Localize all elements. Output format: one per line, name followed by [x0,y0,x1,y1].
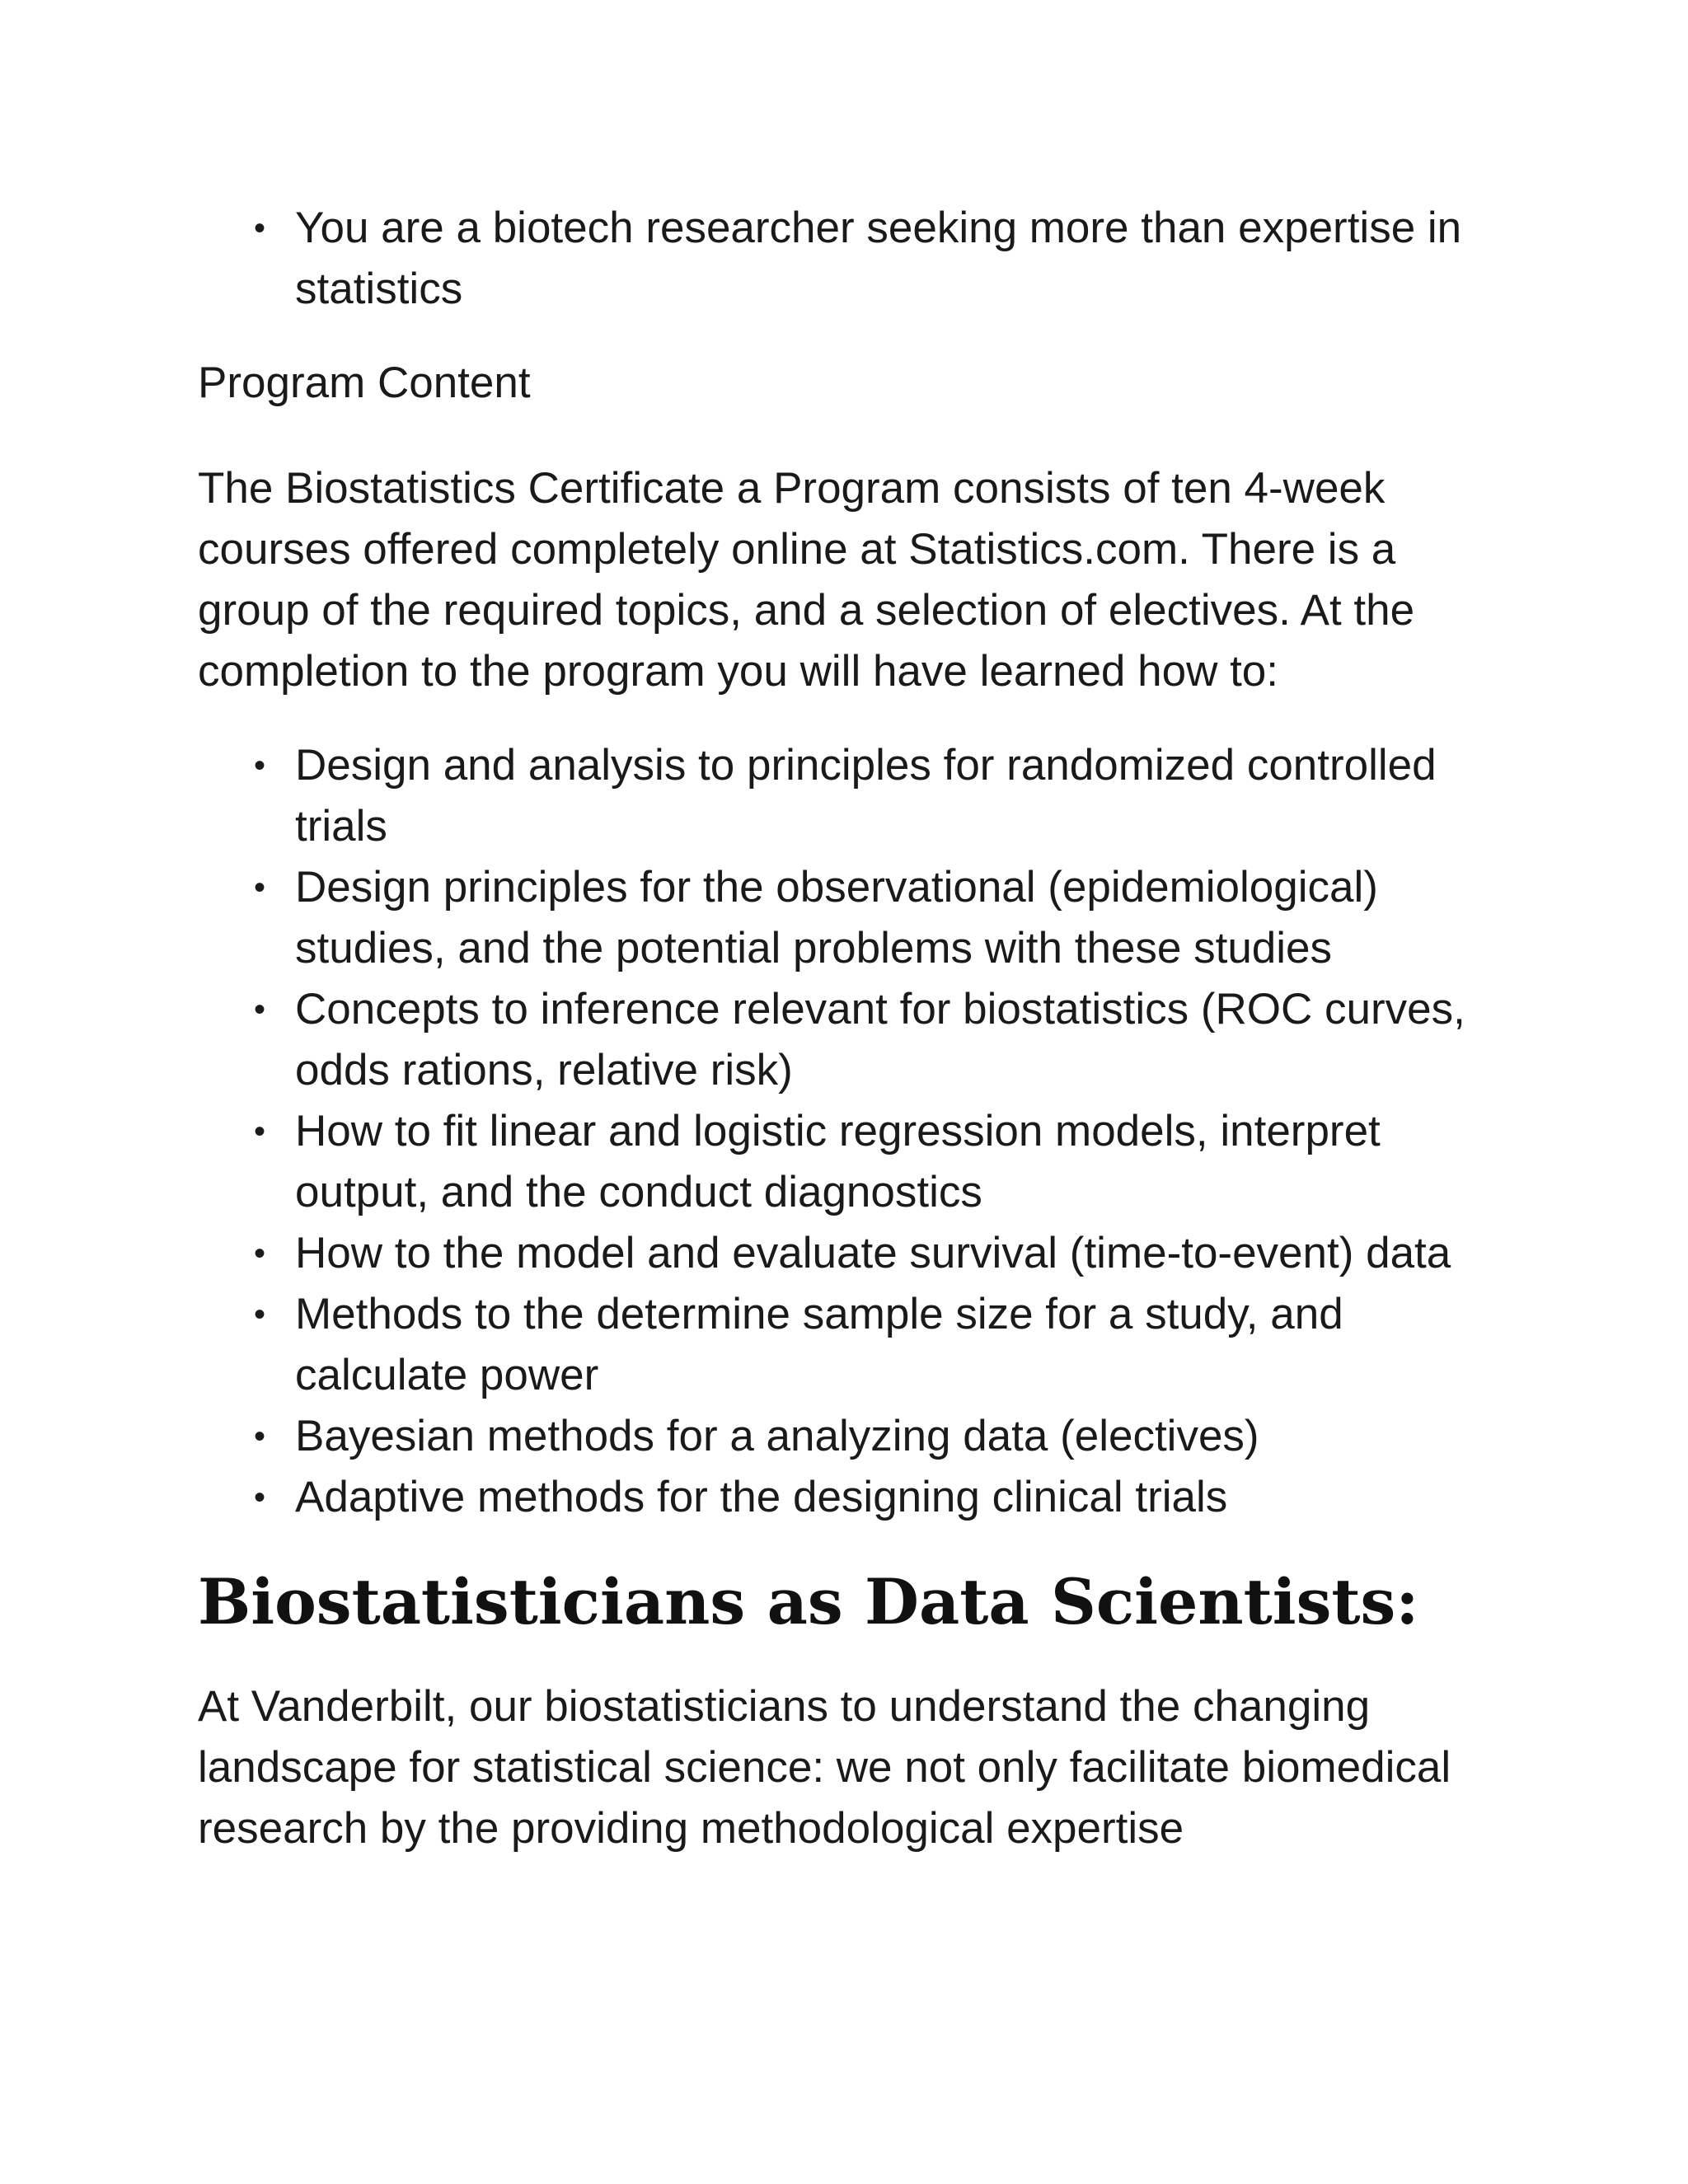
bullet-icon: • [253,1235,265,1272]
list-item-text: Bayesian methods for a analyzing data (electives) [295,1412,1259,1460]
list-item [198,1223,1484,1284]
section-title: Program Content [198,359,531,407]
list-item [198,1406,1484,1467]
list-item [198,1101,1484,1223]
section-heading: Biostatisticians as Data Scientists: [198,1565,1419,1638]
bullet-icon: • [253,210,265,246]
bullet-icon: • [253,1113,265,1150]
bullet-icon: • [253,748,265,784]
learning-outcomes-list [198,735,1484,1528]
bullet-icon: • [253,1479,265,1516]
bullet-icon: • [253,1296,265,1333]
list-item [198,1467,1484,1528]
list-item-text: How to the model and evaluate survival (time-to-event) data [295,1229,1451,1277]
list-item-text: Methods to the determine sample size for a study, and calculate power [295,1290,1343,1399]
list-item [198,735,1484,857]
bullet-icon: • [253,991,265,1028]
list-item [198,1284,1484,1406]
list-item-text: Adaptive methods for the designing clinical trials [295,1473,1228,1521]
list-item [198,979,1484,1101]
list-item-text: Design and analysis to principles for randomized controlled trials [295,741,1437,851]
intro-bullet-list [198,198,1484,320]
list-item-text: You are a biotech researcher seeking more than expertise in statistics [295,204,1462,313]
list-item-text: Concepts to inference relevant for biostatistics (ROC curves, odds rations, relative risk) [295,985,1465,1094]
list-item-text: Design principles for the observational (epidemiological) studies, and the potential problems with these studies [295,863,1378,972]
list-item [198,857,1484,979]
list-item-text: How to fit linear and logistic regression models, interpret output, and the conduct diagnostics [295,1107,1381,1216]
closing-paragraph: At Vanderbilt, our biostatisticians to understand the changing landscape for statistical science: we not only facilitate biomedical research by the providing methodological expertise [198,1682,1451,1853]
list-item [198,198,1484,320]
bullet-icon: • [253,1418,265,1455]
document-page [198,198,1484,1859]
bullet-icon: • [253,869,265,906]
program-paragraph: The Biostatistics Certificate a Program consists of ten 4-week courses offered completely online at Statistics.com. There is a group of the required topics, and a selection of electives. At the completion to the program you will have learned how to: [198,464,1415,696]
